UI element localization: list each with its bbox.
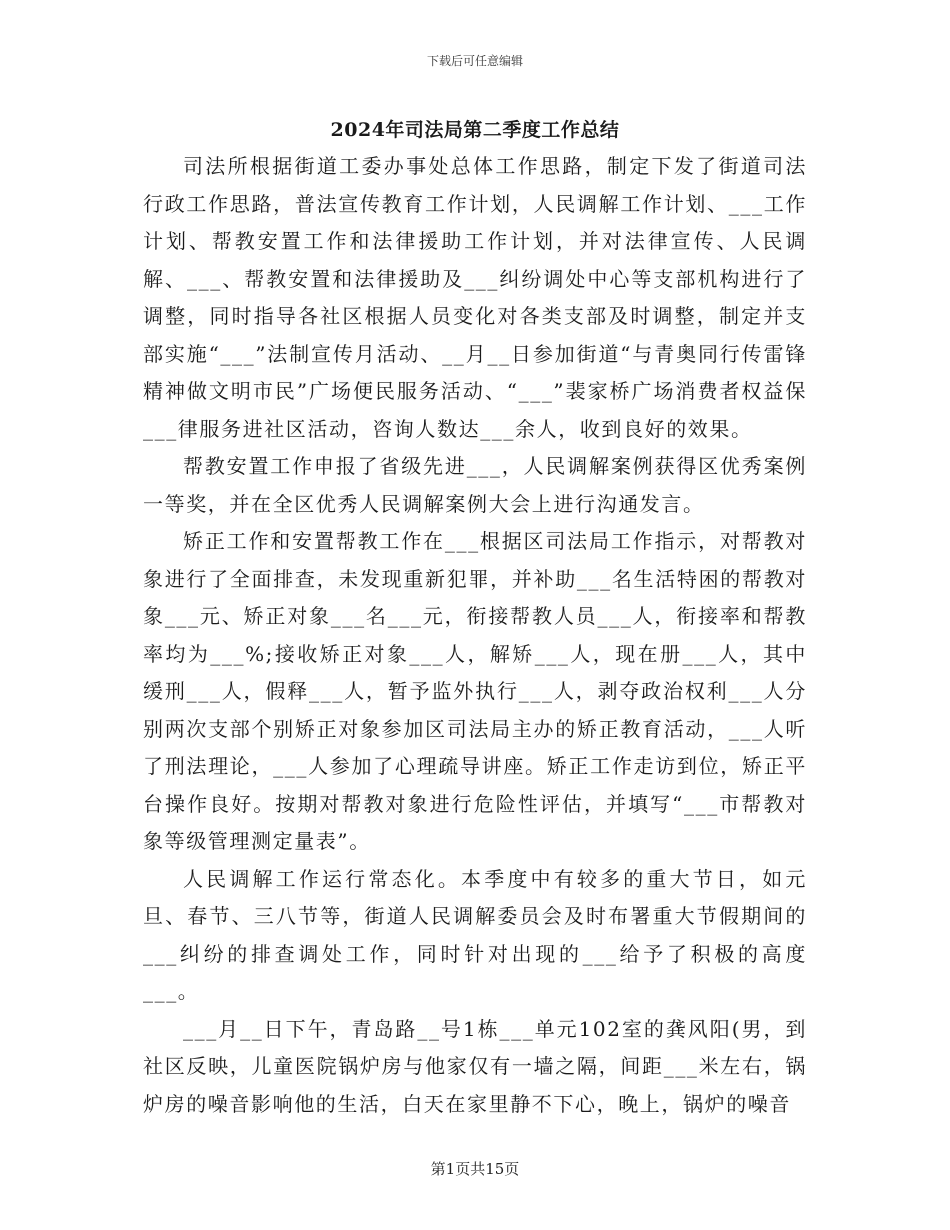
paragraph-mediation: 人民调解工作运行常态化。本季度中有较多的重大节日，如元旦、春节、三八节等，街道人民调解委员会及时布署重大节假期间的___纠纷的排查调处工作，同时针对出现的___给予了积极的高度___。 [143, 866, 807, 1003]
paragraph-case-example: ___月__日下午，青岛路__号1栋___单元102室的龚风阳(男，到社区反映，儿童医院锅炉房与他家仅有一墙之隔，间距___米左右，锅炉房的噪音影响他的生活，白天在家里静不下心，晚上，锅炉的噪音 [143, 1016, 807, 1116]
paragraph-correction-work: 矫正工作和安置帮教工作在___根据区司法局工作指示，对帮教对象进行了全面排查，未发现重新犯罪，并补助___名生活特困的帮教对象___元、矫正对象___名___元，衔接帮教人员___人，衔接率和帮教率均为___%;接收矫正对象___人，解矫___人，现在册___人，其中缓刑___人，假释___人，暂予监外执行___人，剥夺政治权利___人分别两次支部个别矫正对象参加区司法局主办的矫正教育活动，___人听了刑法理论，___人参加了心理疏导讲座。矫正工作走访到位，矫正平台操作良好。按期对帮教对象进行危险性评估，并填写“___市帮教对象等级管理测定量表”。 [143, 529, 807, 853]
page-number-footer: 第1页共15页 [430, 1160, 520, 1178]
document-title: 2024年司法局第二季度工作总结 [330, 119, 620, 141]
paragraph-work-plans: 司法所根据街道工委办事处总体工作思路，制定下发了街道司法行政工作思路，普法宣传教育工作计划，人民调解工作计划、___工作计划、帮教安置工作和法律援助工作计划，并对法律宣传、人民调解、___、帮教安置和法律援助及___纠纷调处中心等支部机构进行了调整，同时指导各社区根据人员变化对各类支部及时调整，制定并支部实施“___”法制宣传月活动、__月__日参加街道“与青奥同行传雷锋精神做文明市民”广场便民服务活动、“___”裴家桥广场消费者权益保___律服务进社区活动，咨询人数达___余人，收到良好的效果。 [143, 154, 807, 441]
paragraph-resettlement-award: 帮教安置工作申报了省级先进___，人民调解案例获得区优秀案例一等奖，并在全区优秀人民调解案例大会上进行沟通发言。 [143, 454, 807, 516]
document-body [143, 148, 807, 1123]
header-note: 下载后可任意编辑 [426, 54, 523, 68]
